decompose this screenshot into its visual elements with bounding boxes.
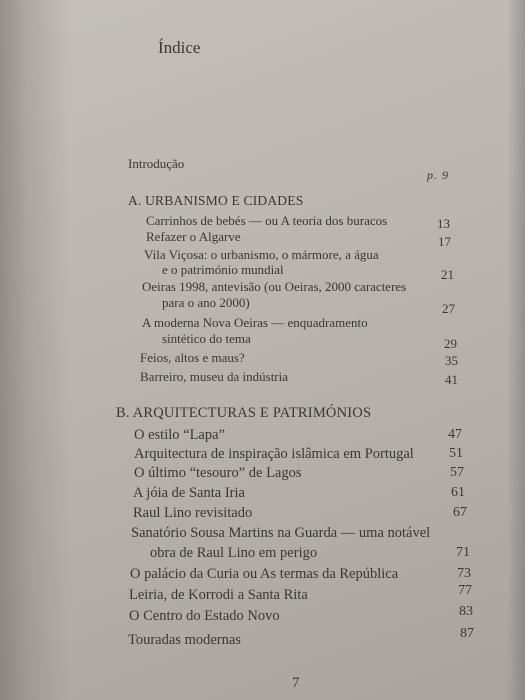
toc-entry-page: 87 (460, 626, 474, 641)
toc-entry-page: 27 (442, 301, 455, 316)
toc-entry-title: Touradas modernas (128, 632, 241, 648)
intro-page: p. 9 (427, 168, 449, 182)
toc-entry-title: Barreiro, museu da indústria (140, 369, 289, 384)
toc-entry-title: Vila Viçosa: o urbanismo, o mármore, a água (144, 247, 379, 262)
toc-entry-page: 41 (445, 372, 458, 387)
toc-entry-title: O último “tesouro” de Lagos (134, 465, 302, 481)
page-number: 7 (292, 675, 300, 691)
toc-entry-title: Carrinhos de bebés — ou A teoria dos buracos (146, 213, 388, 228)
toc-entry-title: O estilo “Lapa” (134, 427, 225, 443)
toc-entry-title: Leiria, de Korrodi a Santa Rita (129, 587, 308, 603)
toc-entry-page: 67 (453, 505, 467, 520)
toc-entry-page: 21 (441, 267, 454, 282)
toc-entry-page: 35 (445, 353, 458, 368)
toc-entry-title: Sanatório Sousa Martins na Guarda — uma notável (131, 525, 431, 541)
section-heading-a: A. URBANISMO E CIDADES (128, 193, 304, 208)
toc-entry-title: Oeiras 1998, antevisão (ou Oeiras, 2000 caracteres (142, 279, 407, 294)
toc-entry-page: 47 (448, 427, 462, 442)
toc-entry-title: O palácio da Curia ou As termas da República (130, 566, 399, 582)
toc-entry-page: 83 (459, 604, 473, 619)
toc-entry-title: Arquitectura de inspiração islâmica em Portugal (134, 446, 414, 462)
page-title: Índice (158, 38, 201, 57)
toc-entry-page: 61 (451, 485, 465, 500)
toc-entry-page: 57 (450, 465, 464, 480)
toc-entry-page: 29 (444, 336, 457, 351)
toc-entry-page: 13 (437, 216, 450, 231)
toc-entry-title: Raul Lino revisitado (133, 505, 253, 521)
toc-entry-page: 71 (456, 545, 470, 560)
toc-entry-page: 51 (449, 446, 463, 461)
toc-entry-title-cont: e o património mundial (162, 262, 284, 277)
intro-label: Introdução (128, 156, 185, 171)
toc-entry-title: O Centro do Estado Novo (129, 608, 280, 624)
toc-entry-title: A moderna Nova Oeiras — enquadramento (142, 315, 368, 330)
toc-entry-title-cont: para o ano 2000) (162, 295, 250, 310)
section-heading-b: B. ARQUITECTURAS E PATRIMÓNIOS (116, 405, 372, 421)
toc-entry-title: Refazer o Algarve (146, 229, 241, 244)
toc-entry-page: 17 (438, 234, 451, 249)
toc-entry-title-cont: sintético do tema (162, 331, 251, 346)
toc-entry-page: 73 (457, 566, 471, 581)
toc-entry-title-cont: obra de Raul Lino em perigo (150, 545, 318, 561)
toc-entry-title: Feios, altos e maus? (140, 350, 245, 365)
toc-entry-title: A jóia de Santa Iria (133, 485, 245, 501)
toc-entry-page: 77 (458, 583, 472, 598)
